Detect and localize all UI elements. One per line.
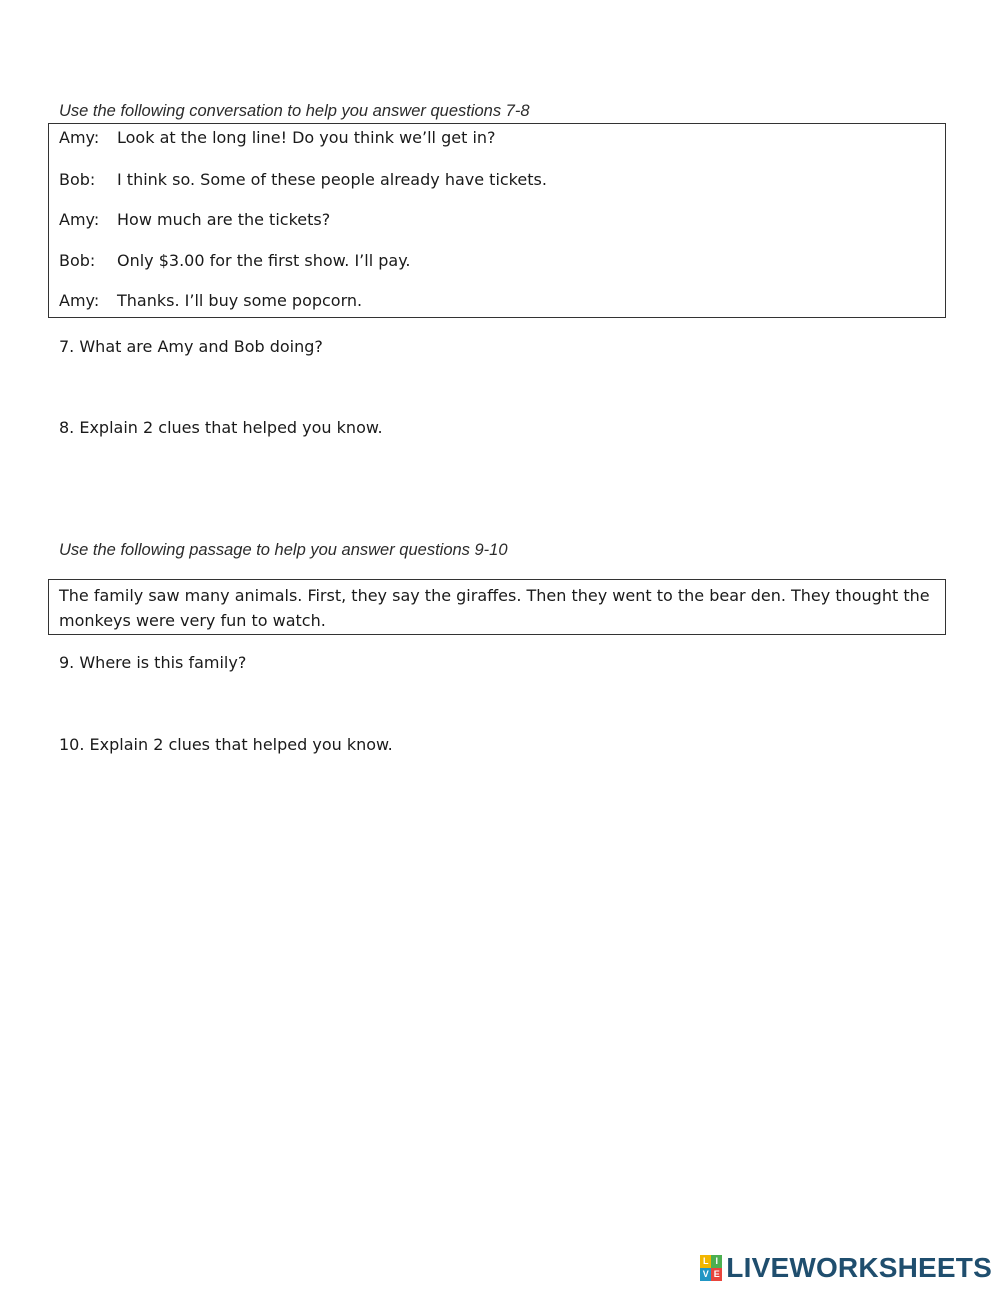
liveworksheets-logo-text: LIVEWORKSHEETS [726,1252,992,1283]
question-8: 8. Explain 2 clues that helped you know. [59,418,383,437]
dialog-text: Thanks. I’ll buy some popcorn. [117,291,363,310]
question-7: 7. What are Amy and Bob doing? [59,337,323,356]
liveworksheets-logo [700,1254,992,1282]
passage-box [48,579,946,635]
dialog-line [59,251,410,270]
passage-text: The family saw many animals. First, they say the giraffes. Then they went to the bear den. They thought the monkeys were very fun to watch. [59,586,930,630]
dialog-text: How much are the tickets? [117,210,331,229]
dialog-speaker: Amy: [59,210,100,229]
dialog-text: Only $3.00 for the first show. I’ll pay. [117,251,411,270]
dialog-line [59,210,330,229]
conversation-instruction: Use the following conversation to help you answer questions 7-8 [59,102,530,120]
dialog-speaker: Amy: [59,128,100,147]
logo-letter: I [711,1255,722,1268]
dialog-speaker: Amy: [59,291,100,310]
dialog-line [59,170,547,189]
dialog-line [59,291,362,310]
dialog-speaker: Bob: [59,170,96,189]
logo-letter: V [700,1268,711,1281]
passage-instruction: Use the following passage to help you answer questions 9-10 [59,541,508,559]
liveworksheets-logo-icon [700,1255,722,1281]
question-9: 9. Where is this family? [59,653,247,672]
logo-letter: E [711,1268,722,1281]
dialog-text: Look at the long line! Do you think we’ll get in? [117,128,496,147]
dialog-speaker: Bob: [59,251,96,270]
logo-letter: L [700,1255,711,1268]
dialog-line [59,128,496,147]
dialog-text: I think so. Some of these people already have tickets. [117,170,547,189]
question-10: 10. Explain 2 clues that helped you know. [59,735,393,754]
conversation-box [48,123,946,318]
